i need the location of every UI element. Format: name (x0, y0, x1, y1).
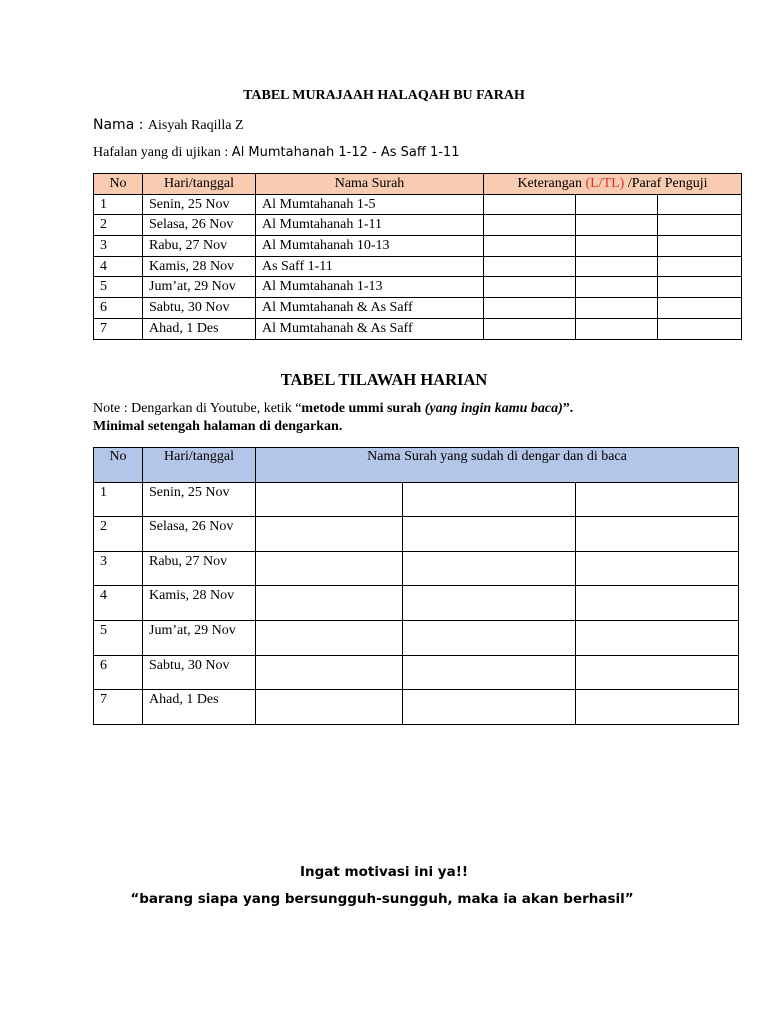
paraf-cell[interactable] (576, 194, 658, 215)
hari-cell: Rabu, 27 Nov (143, 236, 256, 257)
table-row (94, 586, 739, 621)
keterangan-cell[interactable] (484, 298, 576, 319)
keterangan-suffix: /Paraf Penguji (624, 175, 708, 191)
paraf-cell[interactable] (576, 236, 658, 257)
surah-entry-cell[interactable] (403, 482, 576, 517)
penguji-cell[interactable] (658, 277, 742, 298)
nama-value: Aisyah Raqilla Z (147, 118, 244, 133)
header-surah: Nama Surah (256, 174, 484, 195)
paraf-cell[interactable] (576, 256, 658, 277)
surah-entry-cell[interactable] (403, 551, 576, 586)
header-no: No (94, 448, 143, 483)
no-cell: 5 (94, 620, 143, 655)
table-row (94, 277, 742, 298)
no-cell: 5 (94, 277, 143, 298)
no-cell: 2 (94, 517, 143, 552)
surah-entry-cell[interactable] (256, 551, 403, 586)
surah-entry-cell[interactable] (256, 620, 403, 655)
keterangan-cell[interactable] (484, 215, 576, 236)
note-bold-italic: (yang ingin kamu baca) (424, 401, 563, 416)
surah-entry-cell[interactable] (576, 482, 739, 517)
no-cell: 7 (94, 318, 143, 339)
no-cell: 6 (94, 655, 143, 690)
penguji-cell[interactable] (658, 298, 742, 319)
nama-label: Nama : (93, 117, 148, 133)
surah-cell: Al Mumtahanah 10-13 (256, 236, 484, 257)
keterangan-cell[interactable] (484, 194, 576, 215)
surah-entry-cell[interactable] (256, 586, 403, 621)
hari-cell: Sabtu, 30 Nov (143, 298, 256, 319)
surah-entry-cell[interactable] (403, 655, 576, 690)
table-row (94, 620, 739, 655)
no-cell: 6 (94, 298, 143, 319)
no-cell: 3 (94, 551, 143, 586)
header-hari: Hari/tanggal (143, 448, 256, 483)
surah-entry-cell[interactable] (256, 517, 403, 552)
no-cell: 1 (94, 194, 143, 215)
table-row (94, 298, 742, 319)
table-row (94, 551, 739, 586)
no-cell: 7 (94, 690, 143, 725)
paraf-cell[interactable] (576, 215, 658, 236)
hari-cell: Kamis, 28 Nov (143, 256, 256, 277)
murajaah-table (93, 173, 742, 340)
surah-entry-cell[interactable] (576, 517, 739, 552)
surah-cell: Al Mumtahanah & As Saff (256, 318, 484, 339)
surah-entry-cell[interactable] (256, 655, 403, 690)
hari-cell: Ahad, 1 Des (143, 690, 256, 725)
surah-cell: Al Mumtahanah 1-11 (256, 215, 484, 236)
penguji-cell[interactable] (658, 256, 742, 277)
table-row (94, 256, 742, 277)
header-keterangan (484, 174, 742, 195)
penguji-cell[interactable] (658, 236, 742, 257)
table-row (94, 482, 739, 517)
keterangan-cell[interactable] (484, 256, 576, 277)
surah-entry-cell[interactable] (403, 517, 576, 552)
surah-entry-cell[interactable] (403, 620, 576, 655)
surah-entry-cell[interactable] (576, 586, 739, 621)
keterangan-prefix: Keterangan (517, 175, 586, 191)
tilawah-note (93, 401, 573, 417)
murajaah-header-row (94, 174, 742, 195)
surah-entry-cell[interactable] (576, 551, 739, 586)
surah-cell: Al Mumtahanah 1-5 (256, 194, 484, 215)
surah-entry-cell[interactable] (403, 586, 576, 621)
note-bold: metode ummi surah (301, 401, 425, 416)
paraf-cell[interactable] (576, 298, 658, 319)
paraf-cell[interactable] (576, 318, 658, 339)
surah-cell: Al Mumtahanah & As Saff (256, 298, 484, 319)
no-cell: 3 (94, 236, 143, 257)
motivasi-quote: “barang siapa yang bersungguh-sungguh, maka ia akan berhasil” (130, 891, 634, 907)
no-cell: 1 (94, 482, 143, 517)
header-surah-didengar: Nama Surah yang sudah di dengar dan di baca (256, 448, 739, 483)
table-row (94, 690, 739, 725)
hari-cell: Sabtu, 30 Nov (143, 655, 256, 690)
hari-cell: Selasa, 26 Nov (143, 517, 256, 552)
keterangan-cell[interactable] (484, 318, 576, 339)
surah-cell: Al Mumtahanah 1-13 (256, 277, 484, 298)
hafalan-value: Al Mumtahanah 1-12 - As Saff 1-11 (231, 145, 460, 160)
surah-entry-cell[interactable] (256, 482, 403, 517)
surah-entry-cell[interactable] (576, 690, 739, 725)
hari-cell: Jum’at, 29 Nov (143, 277, 256, 298)
surah-entry-cell[interactable] (576, 620, 739, 655)
note-bold-end: ”. (562, 401, 574, 416)
header-hari: Hari/tanggal (143, 174, 256, 195)
tilawah-note-line2: Minimal setengah halaman di dengarkan. (93, 419, 343, 434)
header-no: No (94, 174, 143, 195)
surah-entry-cell[interactable] (256, 690, 403, 725)
hari-cell: Senin, 25 Nov (143, 482, 256, 517)
surah-entry-cell[interactable] (403, 690, 576, 725)
hari-cell: Kamis, 28 Nov (143, 586, 256, 621)
surah-cell: As Saff 1-11 (256, 256, 484, 277)
table-row (94, 236, 742, 257)
note-prefix: Note : Dengarkan di Youtube, ketik “ (93, 401, 302, 416)
no-cell: 4 (94, 586, 143, 621)
hafalan-label: Hafalan yang di ujikan : (93, 145, 232, 160)
tilawah-table (93, 447, 739, 725)
table-row (94, 655, 739, 690)
table-row (94, 318, 742, 339)
paraf-cell[interactable] (576, 277, 658, 298)
penguji-cell[interactable] (658, 215, 742, 236)
table-row (94, 194, 742, 215)
hari-cell: Senin, 25 Nov (143, 194, 256, 215)
penguji-cell[interactable] (658, 194, 742, 215)
keterangan-cell[interactable] (484, 277, 576, 298)
keterangan-lt: (L/TL) (585, 175, 625, 191)
murajaah-title: TABEL MURAJAAH HALAQAH BU FARAH (243, 88, 525, 103)
no-cell: 2 (94, 215, 143, 236)
keterangan-cell[interactable] (484, 236, 576, 257)
hari-cell: Jum’at, 29 Nov (143, 620, 256, 655)
table-row (94, 517, 739, 552)
motivasi-title: Ingat motivasi ini ya!! (299, 864, 469, 880)
hari-cell: Ahad, 1 Des (143, 318, 256, 339)
nama-line (93, 117, 244, 134)
surah-entry-cell[interactable] (576, 655, 739, 690)
table-row (94, 215, 742, 236)
no-cell: 4 (94, 256, 143, 277)
tilawah-title: TABEL TILAWAH HARIAN (280, 370, 488, 389)
penguji-cell[interactable] (658, 318, 742, 339)
hari-cell: Rabu, 27 Nov (143, 551, 256, 586)
hari-cell: Selasa, 26 Nov (143, 215, 256, 236)
hafalan-line (93, 145, 459, 161)
tilawah-header-row (94, 448, 739, 483)
